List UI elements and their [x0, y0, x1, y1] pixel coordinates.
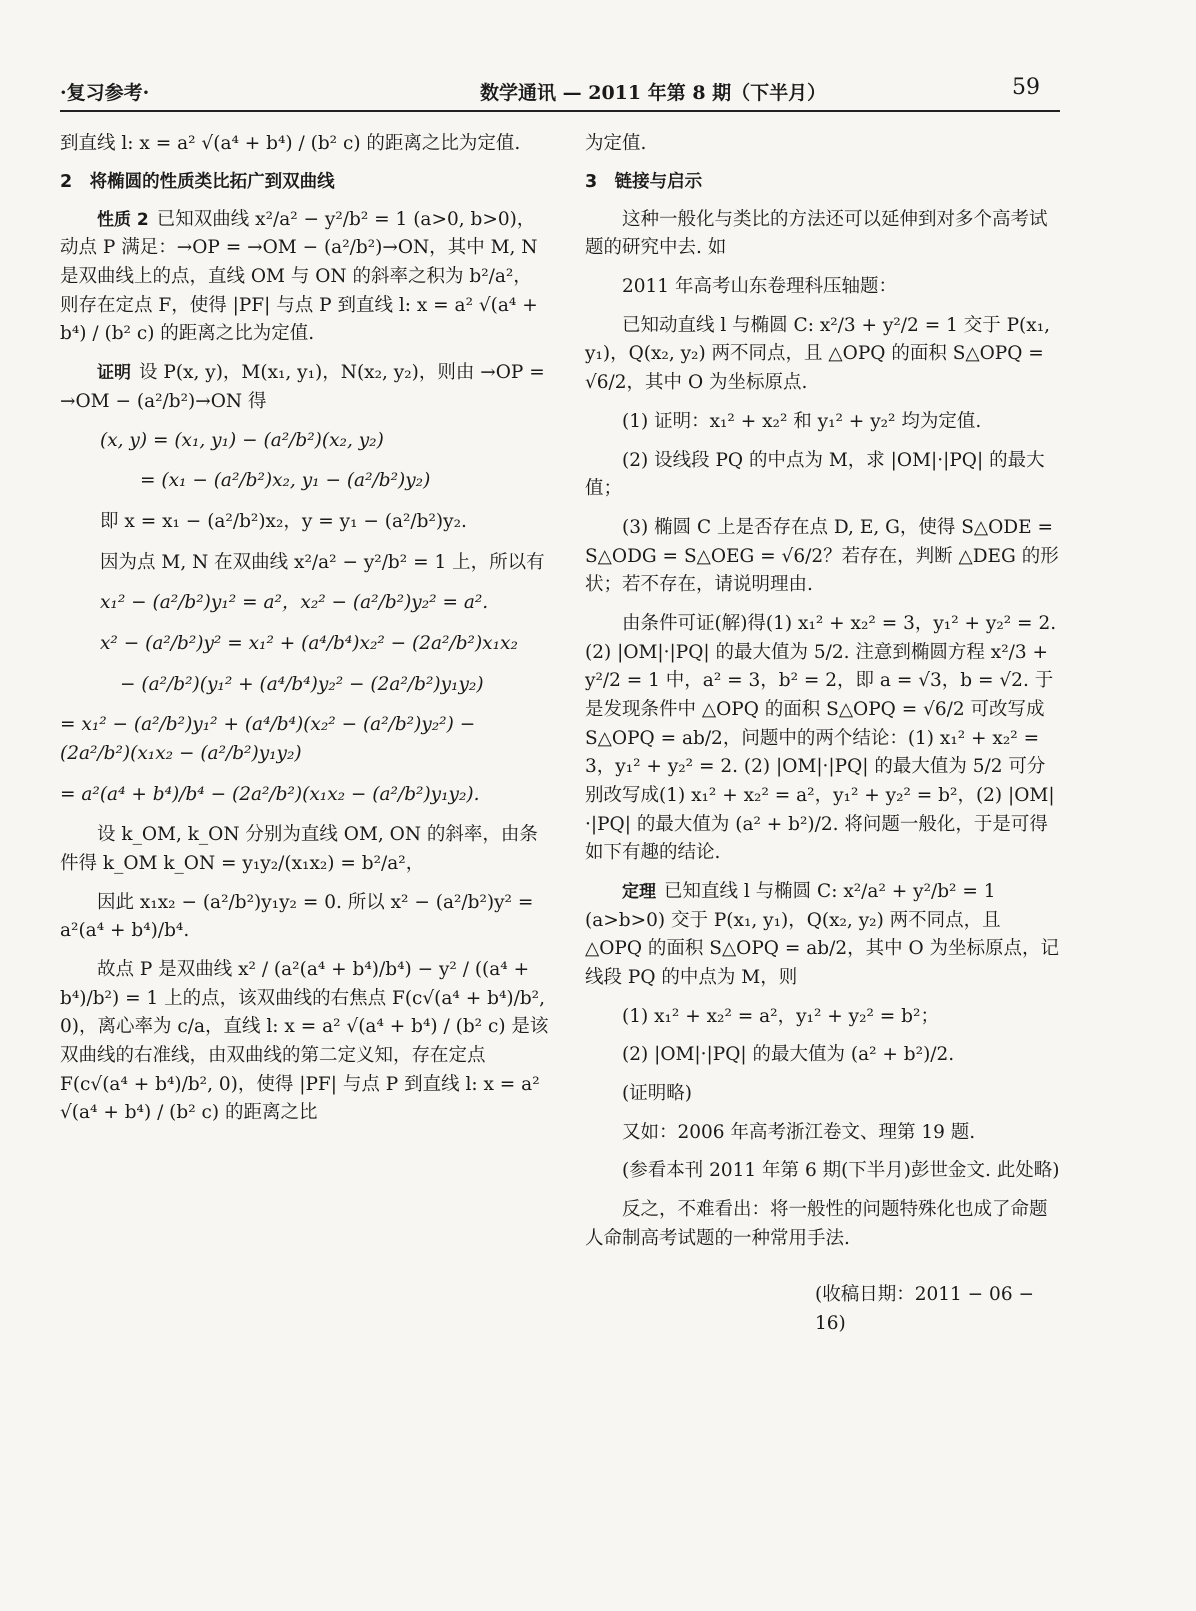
theorem-item-1: (1) x₁² + x₂² = a²，y₁² + y₂² = b²； [622, 1005, 939, 1027]
proof-label: 证明 [97, 363, 131, 384]
paragraph: 因此 x₁x₂ − (a²/b²)y₁y₂ = 0. 所以 x² − (a²/b²)y² = a²(a⁴ + b⁴)/b⁴. [60, 891, 534, 942]
section-tag: ·复习参考· [60, 82, 150, 104]
left-column [60, 130, 550, 1138]
paragraph: 又如：2006 年高考浙江卷文、理第 19 题. [622, 1121, 976, 1143]
paragraph: 这种一般化与类比的方法还可以延伸到对多个高考试题的研究中去. 如 [585, 208, 1048, 259]
equation: 因为点 M, N 在双曲线 x²/a² − y²/b² = 1 上，所以有 [100, 551, 545, 573]
equation: (x, y) = (x₁, y₁) − (a²/b²)(x₂, y₂) [100, 429, 384, 451]
question-3: (3) 椭圆 C 上是否存在点 D, E, G，使得 S△ODE = S△ODG = S△OEG = √6/2？若存在，判断 △DEG 的形状；若不存在，请说明理由. [585, 516, 1059, 596]
equation: x₁² − (a²/b²)y₁² = a²，x₂² − (a²/b²)y₂² = a². [100, 592, 489, 614]
equation: = a²(a⁴ + b⁴)/b⁴ − (2a²/b²)(x₁x₂ − (a²/b²)y₁y₂). [60, 783, 480, 805]
problem-statement: 已知动直线 l 与椭圆 C: x²/3 + y²/2 = 1 交于 P(x₁, y₁)，Q(x₂, y₂) 两不同点，且 △OPQ 的面积 S△OPQ = √6/2，其中 O 为坐标原点. [585, 314, 1051, 394]
equation: = x₁² − (a²/b²)y₁² + (a⁴/b⁴)(x₂² − (a²/b²)y₂²) − (2a²/b²)(x₁x₂ − (a²/b²)y₁y₂) [60, 714, 476, 764]
equation: 即 x = x₁ − (a²/b²)x₂，y = y₁ − (a²/b²)y₂. [100, 510, 467, 532]
page-header [60, 70, 1060, 112]
paragraph: 反之，不难看出：将一般性的问题特殊化也成了命题人命制高考试题的一种常用手法. [585, 1198, 1048, 1249]
paragraph: 由条件可证(解)得(1) x₁² + x₂² = 3，y₁² + y₂² = 2. (2) |OM|·|PQ| 的最大值为 5/2. 注意到椭圆方程 x²/3 + y²/2 = 1 中，a² = 3，b² = 2，即 a = √3，b = √2. 于是发现条件中 △OPQ 的面积 S△OPQ = √6/2 可改写成 S△OPQ = ab/2，问题中的两个结论：(1) x₁² + x₂² = 3，y₁² + y₂² = 2. (2) |OM|·|PQ| 的最大值为 5/2 可分别改写成(1) x₁² + x₂² = a²，y₁² + y₂² = b²，(2) |OM|·|PQ| 的最大值为 (a² + b²)/2. 将问题一般化，于是可得如下有趣的结论. [585, 612, 1057, 864]
theorem-label: 定理 [622, 881, 656, 902]
theorem-item-2: (2) |OM|·|PQ| 的最大值为 (a² + b²)/2. [622, 1044, 955, 1066]
right-column [585, 130, 1060, 1349]
proof-text: 设 P(x, y)，M(x₁, y₁)，N(x₂, y₂)，则由 →OP = →OM − (a²/b²)→ON 得 [60, 362, 545, 412]
question-2: (2) 设线段 PQ 的中点为 M，求 |OM|·|PQ| 的最大值； [585, 449, 1045, 500]
theorem-text: 已知直线 l 与椭圆 C: x²/a² + y²/b² = 1 (a>b>0) 交于 P(x₁, y₁)，Q(x₂, y₂) 两不同点，且 △OPQ 的面积 S△OPQ = ab/2，其中 O 为坐标原点，记线段 PQ 的中点为 M，则 [585, 880, 1060, 988]
proof-paragraph [60, 359, 550, 416]
question-1: (1) 证明：x₁² + x₂² 和 y₁² + y₂² 均为定值. [622, 410, 982, 432]
equation: − (a²/b²)(y₁² + (a⁴/b⁴)y₂² − (2a²/b²)y₁y₂) [120, 673, 484, 695]
section-heading: 2 将椭圆的性质类比拓广到双曲线 [60, 171, 335, 192]
paragraph: (参看本刊 2011 年第 6 期(下半月)彭世金文. 此处略) [622, 1160, 1060, 1182]
theorem-paragraph [585, 878, 1060, 993]
paragraph: 2011 年高考山东卷理科压轴题： [622, 276, 897, 298]
journal-title: 数学通讯 — 2011 年第 8 期（下半月） [480, 82, 827, 104]
received-date: (收稿日期：2011 − 06 − 16) [815, 1284, 1034, 1334]
proof-omitted: (证明略) [622, 1082, 692, 1104]
section-heading: 3 链接与启示 [585, 171, 703, 192]
equation: = (x₁ − (a²/b²)x₂, y₁ − (a²/b²)y₂) [140, 470, 431, 492]
paragraph: 故点 P 是双曲线 x² / (a²(a⁴ + b⁴)/b⁴) − y² / ((a⁴ + b⁴)/b²) = 1 上的点，该双曲线的右焦点 F(c√(a⁴ + b⁴)/b², 0)，离心率为 c/a，直线 l: x = a² √(a⁴ + b⁴) / (b² c) 是该双曲线的右准线，由双曲线的第二定义知，存在定点 F(c√(a⁴ + b⁴)/b², 0)，使得 |PF| 与点 P 到直线 l: x = a² √(a⁴ + b⁴) / (b² c) 的距离之比 [60, 958, 549, 1124]
paragraph: 设 k_OM, k_ON 分别为直线 OM, ON 的斜率，由条件得 k_OM k_ON = y₁y₂/(x₁x₂) = b²/a²， [60, 824, 538, 874]
property-paragraph [60, 206, 550, 349]
page-number: 59 [1012, 75, 1040, 100]
equation: x² − (a²/b²)y² = x₁² + (a⁴/b⁴)x₂² − (2a²/b²)x₁x₂ [100, 632, 518, 654]
paragraph: 到直线 l: x = a² √(a⁴ + b⁴) / (b² c) 的距离之比为定值. [60, 133, 521, 154]
property-label: 性质 2 [97, 209, 149, 230]
property-text: 已知双曲线 x²/a² − y²/b² = 1 (a>0, b>0)，动点 P 满足：→OP = →OM − (a²/b²)→ON，其中 M, N 是双曲线上的点，直线 OM 与 ON 的斜率之积为 b²/a²，则存在定点 F，使得 |PF| 与点 P 到直线 l: x = a² √(a⁴ + b⁴) / (b² c) 的距离之比为定值. [60, 208, 538, 345]
paragraph: 为定值. [585, 133, 647, 154]
